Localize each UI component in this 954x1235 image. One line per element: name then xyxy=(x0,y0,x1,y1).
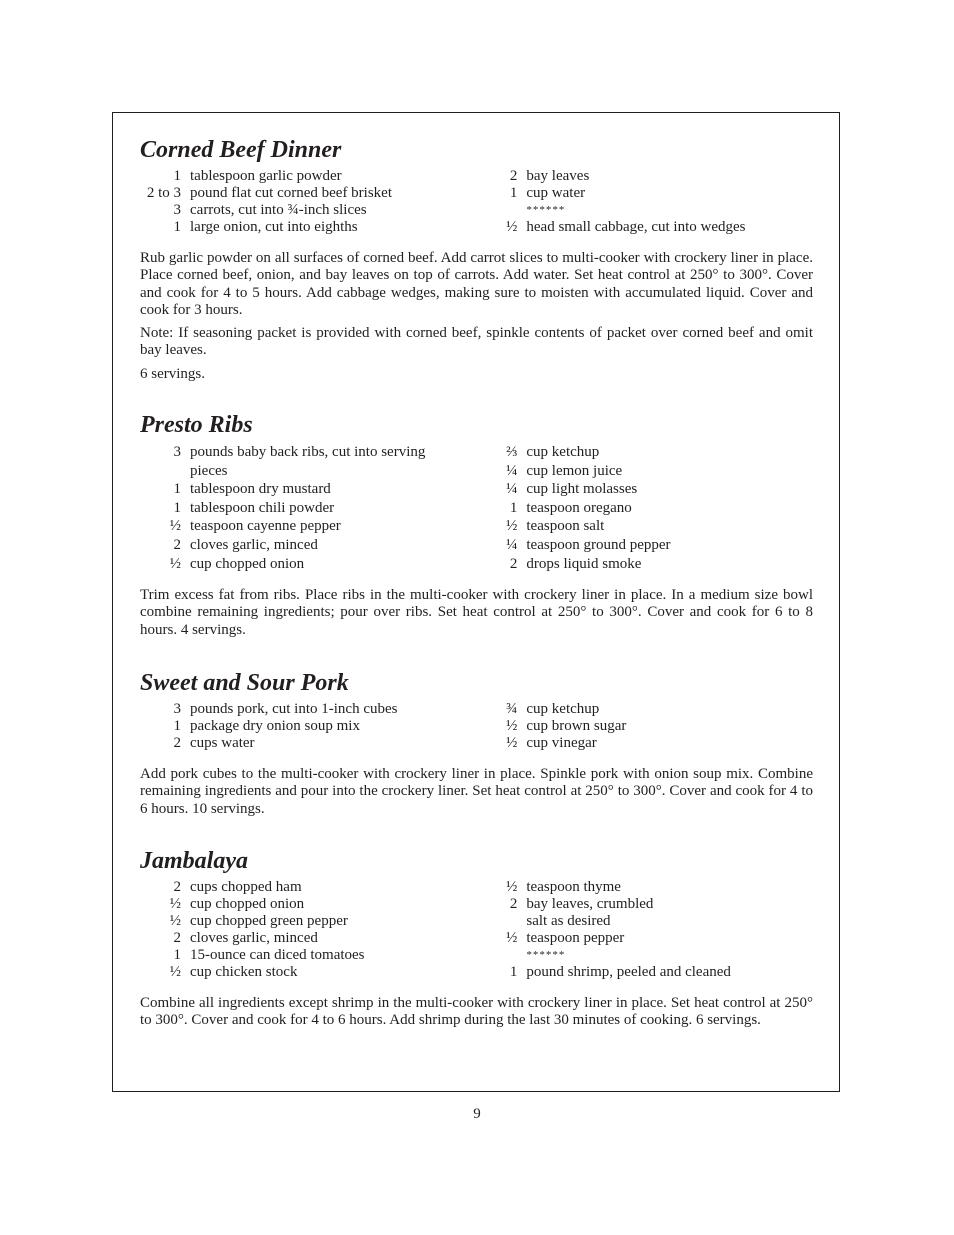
ingredient-item xyxy=(501,718,813,735)
ingredient-quantity: 1 xyxy=(173,718,181,734)
ingredient-item xyxy=(140,185,498,202)
ingredient-quantity: 2 xyxy=(173,735,181,751)
ingredient-text: drops liquid smoke xyxy=(526,555,642,572)
instructions xyxy=(140,587,813,639)
ingredient-item xyxy=(140,499,498,518)
ingredient-item xyxy=(501,168,813,185)
ingredient-text: tablespoon chili powder xyxy=(190,499,335,516)
ingredient-item xyxy=(140,947,498,964)
ingredient-text: bay leaves, crumbled xyxy=(526,896,654,912)
ingredient-quantity: 1 xyxy=(173,481,181,498)
ingredient-quantity: ⅔ xyxy=(506,444,518,460)
ingredient-item xyxy=(140,896,498,913)
ingredient-list xyxy=(140,701,813,752)
ingredient-item xyxy=(140,879,498,896)
ingredient-text: teaspoon pepper xyxy=(526,930,625,946)
ingredient-quantity: 1 xyxy=(173,168,181,184)
ingredient-text: cup water xyxy=(526,185,586,201)
ingredient-text: 15-ounce can diced tomatoes xyxy=(190,947,365,963)
recipe-corned-beef-dinner xyxy=(140,136,813,383)
instructions xyxy=(140,250,813,383)
ingredient-item xyxy=(140,735,498,752)
ingredient-quantity: ½ xyxy=(169,913,181,929)
ingredient-text: cup ketchup xyxy=(526,444,600,460)
ingredient-text: cup chopped green pepper xyxy=(190,913,348,929)
ingredient-quantity: 1 xyxy=(509,185,518,201)
instruction-paragraph: Trim excess fat from ribs. Place ribs in the multi-cooker with crockery liner in place. In a medium size bowl combine remaining ingredients; pour over ribs. Set heat control at 250° to 300°. Cover and cook for 6 to 8 hours. 4 servings. xyxy=(140,587,813,638)
ingredient-item xyxy=(501,735,813,752)
ingredient-text: cloves garlic, minced xyxy=(190,536,318,553)
ingredient-item xyxy=(501,913,813,930)
ingredient-quantity: 3 xyxy=(173,444,181,460)
ingredient-item xyxy=(501,480,813,499)
ingredient-item xyxy=(140,517,498,536)
ingredient-column-left xyxy=(140,879,498,981)
ingredient-item xyxy=(501,185,813,202)
ingredient-quantity: ½ xyxy=(506,879,518,895)
ingredient-item xyxy=(501,462,813,481)
ingredient-text: cup lemon juice xyxy=(526,462,623,479)
ingredient-column-left xyxy=(140,443,498,573)
ingredient-column-right xyxy=(501,168,813,236)
ingredient-item xyxy=(501,219,813,236)
ingredient-item xyxy=(501,879,813,896)
ingredient-quantity: 1 xyxy=(173,947,181,963)
ingredient-quantity: ½ xyxy=(169,896,181,912)
instructions xyxy=(140,995,813,1030)
ingredient-quantity: ¼ xyxy=(506,536,518,553)
ingredient-quantity: ¼ xyxy=(506,462,518,479)
ingredient-item xyxy=(501,896,813,913)
ingredient-item xyxy=(501,517,813,536)
ingredient-text: cup vinegar xyxy=(526,735,597,751)
ingredient-text: salt as desired xyxy=(526,913,611,929)
ingredient-quantity: ¾ xyxy=(506,701,518,717)
ingredient-text: carrots, cut into ¾-inch slices xyxy=(190,202,367,218)
recipe-title: Jambalaya xyxy=(140,848,248,874)
ingredient-quantity: 2 xyxy=(509,896,518,912)
ingredient-item xyxy=(140,219,498,236)
ingredient-item xyxy=(501,443,813,462)
ingredient-quantity: 2 xyxy=(173,879,181,895)
ingredient-quantity: 2 xyxy=(509,555,518,572)
ingredient-text: cloves garlic, minced xyxy=(190,930,318,946)
ingredient-list xyxy=(140,168,813,236)
ingredient-quantity: 2 xyxy=(509,168,518,184)
ingredient-item xyxy=(140,536,498,555)
ingredient-item xyxy=(140,930,498,947)
ingredient-separator: ****** xyxy=(526,204,566,216)
ingredient-item xyxy=(140,718,498,735)
ingredient-text: pieces xyxy=(190,462,228,479)
recipe-title: Sweet and Sour Pork xyxy=(140,670,349,696)
ingredient-text: tablespoon garlic powder xyxy=(190,168,342,184)
instruction-paragraph: Rub garlic powder on all surfaces of corned beef. Add carrot slices to multi-cooker with crockery liner in place. Place corned beef, onion, and bay leaves on top of carrots. Add water. Set heat control at 250° to 300°. Cover and cook for 4 to 5 hours. Add cabbage wedges, making sure to moisten with accumulated liquid. Cover and cook for 3 hours. xyxy=(140,250,813,318)
ingredient-text: cups chopped ham xyxy=(190,879,302,895)
ingredient-quantity: ½ xyxy=(506,518,518,535)
ingredient-item xyxy=(140,462,498,481)
ingredient-quantity: 3 xyxy=(173,202,181,218)
ingredient-item xyxy=(140,480,498,499)
ingredient-item xyxy=(140,168,498,185)
ingredient-quantity: 2 xyxy=(173,930,181,946)
ingredient-quantity: 2 to 3 xyxy=(146,185,181,201)
ingredient-text: cups water xyxy=(190,735,255,751)
ingredient-item xyxy=(501,536,813,555)
ingredient-quantity xyxy=(501,913,526,930)
ingredient-text: cup chopped onion xyxy=(190,555,305,572)
recipe-presto-ribs xyxy=(140,411,813,639)
ingredient-item xyxy=(501,555,813,574)
ingredient-item xyxy=(501,964,813,981)
ingredient-item xyxy=(140,202,498,219)
note-paragraph: Note: If seasoning packet is provided with corned beef, spinkle contents of packet over corned beef and omit bay leaves. xyxy=(140,325,813,359)
ingredient-text: cup ketchup xyxy=(526,701,600,717)
ingredient-item xyxy=(501,701,813,718)
instruction-paragraph: Combine all ingredients except shrimp in the multi-cooker with crockery liner in place. Set heat control at 250° to 300°. Cover and cook for 4 to 6 hours. Add shrimp during the last 30 minutes of cooking. 6 servings. xyxy=(140,995,813,1029)
ingredient-column-left xyxy=(140,168,498,236)
ingredient-text: teaspoon cayenne pepper xyxy=(190,518,341,535)
ingredient-text: cup brown sugar xyxy=(526,718,627,734)
ingredient-text: pounds baby back ribs, cut into serving xyxy=(190,444,426,460)
ingredient-quantity: 1 xyxy=(173,219,181,235)
page-number: 9 xyxy=(473,1106,481,1122)
ingredient-text: teaspoon oregano xyxy=(526,499,632,516)
ingredient-column-left xyxy=(140,701,498,752)
ingredient-quantity: ½ xyxy=(169,964,181,980)
ingredient-text: pounds pork, cut into 1-inch cubes xyxy=(190,701,398,717)
ingredient-quantity: 1 xyxy=(509,499,518,516)
ingredient-text: package dry onion soup mix xyxy=(190,718,360,734)
ingredient-item xyxy=(140,555,498,574)
ingredient-text: cup light molasses xyxy=(526,481,638,498)
ingredient-item xyxy=(140,964,498,981)
instruction-paragraph: Add pork cubes to the multi-cooker with crockery liner in place. Spinkle pork with onion soup mix. Combine remaining ingredients and pour into the crockery liner. Set heat control at 250° to 300°. Cover and cook for 4 to 6 hours. 10 servings. xyxy=(140,766,813,817)
ingredient-quantity: ½ xyxy=(169,518,181,535)
ingredient-text: large onion, cut into eighths xyxy=(190,219,358,235)
ingredient-quantity: 3 xyxy=(173,701,181,717)
servings-paragraph: 6 servings. xyxy=(140,365,205,382)
recipe-jambalaya xyxy=(140,847,813,1030)
ingredient-quantity: 1 xyxy=(173,499,181,516)
ingredient-item xyxy=(501,930,813,947)
ingredient-list xyxy=(140,443,813,573)
ingredient-text: teaspoon thyme xyxy=(526,879,621,895)
ingredient-column-right xyxy=(501,443,813,573)
ingredient-text: pound flat cut corned beef brisket xyxy=(190,185,393,201)
ingredient-text: cup chicken stock xyxy=(190,964,298,980)
ingredient-item xyxy=(140,443,498,462)
ingredient-text: tablespoon dry mustard xyxy=(190,481,331,498)
ingredient-item xyxy=(140,701,498,718)
ingredient-list xyxy=(140,879,813,981)
ingredient-separator: ****** xyxy=(526,949,566,961)
ingredient-quantity: ½ xyxy=(506,735,518,751)
ingredient-quantity: ½ xyxy=(506,718,518,734)
ingredient-quantity: 1 xyxy=(509,964,518,980)
ingredient-quantity: ½ xyxy=(506,930,518,946)
ingredient-text: teaspoon salt xyxy=(526,518,605,535)
ingredient-text: head small cabbage, cut into wedges xyxy=(526,219,746,235)
ingredient-quantity: ¼ xyxy=(506,481,518,498)
recipe-title: Presto Ribs xyxy=(140,412,253,438)
ingredient-column-right xyxy=(501,701,813,752)
ingredient-quantity: ½ xyxy=(506,219,518,235)
recipe-title: Corned Beef Dinner xyxy=(140,137,342,163)
ingredient-quantity: ½ xyxy=(169,555,181,572)
recipe-sweet-and-sour-pork xyxy=(140,669,813,818)
ingredient-text: teaspoon ground pepper xyxy=(526,536,671,553)
ingredient-item xyxy=(140,913,498,930)
ingredient-quantity xyxy=(140,462,190,481)
ingredient-item xyxy=(501,499,813,518)
ingredient-text: bay leaves xyxy=(526,168,590,184)
ingredient-text: cup chopped onion xyxy=(190,896,305,912)
instructions xyxy=(140,766,813,818)
ingredient-text: pound shrimp, peeled and cleaned xyxy=(526,964,731,980)
ingredient-quantity: 2 xyxy=(173,536,181,553)
ingredient-column-right xyxy=(501,879,813,981)
